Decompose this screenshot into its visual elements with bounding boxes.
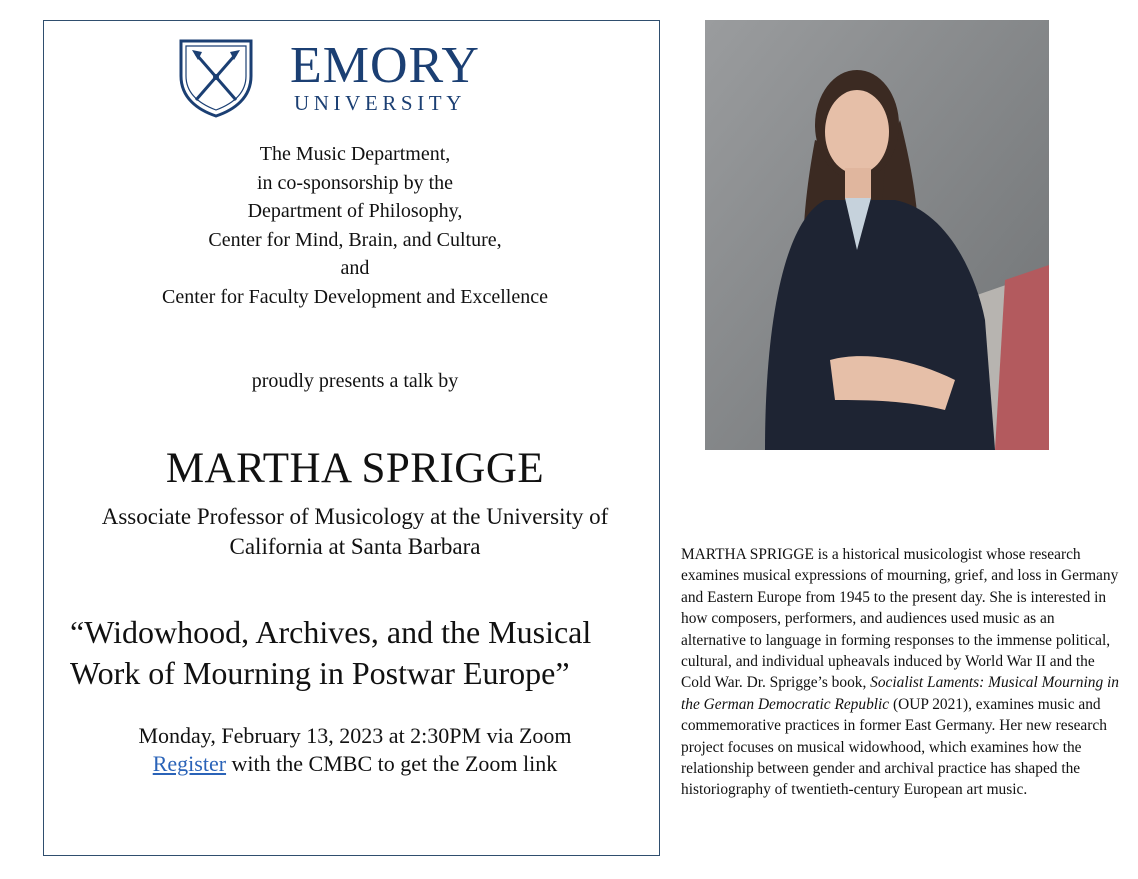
sponsor-line: Department of Philosophy, — [247, 200, 463, 222]
bio-text-cont: (OUP 2021), examines music and commemorative practices in former East Germany. Her new research project focuses on musical widowhood, which examines how the relationship between gender and archival practice has shaped the historiography of twentieth-century European art music. — [681, 695, 1107, 799]
sponsor-line: Center for Faculty Development and Excellence — [162, 285, 548, 308]
presents-text: proudly presents a talk by — [251, 370, 459, 392]
talk-title-line: Work of Mourning in Postwar Europe” — [70, 655, 570, 691]
register-link[interactable]: Register — [152, 751, 227, 776]
logo-subtitle: UNIVERSITY — [294, 91, 466, 115]
register-line — [43, 750, 667, 778]
bio-text: MARTHA SPRIGGE is a historical musicologist whose research examines musical expressions of mourning, grief, and loss in Germany and Eastern Europe from 1945 to the present day. She is interested in how composers, performers, and audiences used music as an alternative to language in forming responses to the immense political, cultural, and individual upheavals induced by World War II and the Cold War. Dr. Sprigge’s book, — [681, 546, 1119, 692]
register-line-text: with the CMBC to get the Zoom link — [226, 751, 558, 776]
logo-wordmark: EMORY — [290, 37, 480, 94]
speaker-photo-illustration — [705, 20, 1049, 450]
event-datetime: Monday, February 13, 2023 at 2:30PM via Zoom — [138, 723, 572, 748]
speaker-role — [43, 502, 667, 562]
sponsor-line: The Music Department, — [259, 143, 451, 165]
speaker-name: MARTHA SPRIGGE — [165, 445, 545, 492]
event-info — [43, 722, 667, 778]
speaker-role-line: California at Santa Barbara — [229, 534, 481, 559]
speaker-bio — [681, 544, 1121, 801]
emory-logo — [178, 38, 508, 118]
book-title: Socialist Laments: Musical Mourning in the German Democratic Republic — [681, 674, 1119, 713]
talk-title — [70, 612, 660, 694]
sponsor-block — [43, 140, 667, 311]
speaker-photo — [705, 20, 1049, 450]
sponsor-line: Center for Mind, Brain, and Culture, — [208, 228, 502, 251]
talk-title-line: “Widowhood, Archives, and the Musical — [70, 614, 592, 650]
sponsor-line: in co-sponsorship by the — [256, 171, 454, 194]
emory-shield-icon — [178, 38, 254, 118]
speaker-role-line: Associate Professor of Musicology at the University of — [101, 504, 609, 529]
sponsor-line: and — [340, 257, 370, 279]
